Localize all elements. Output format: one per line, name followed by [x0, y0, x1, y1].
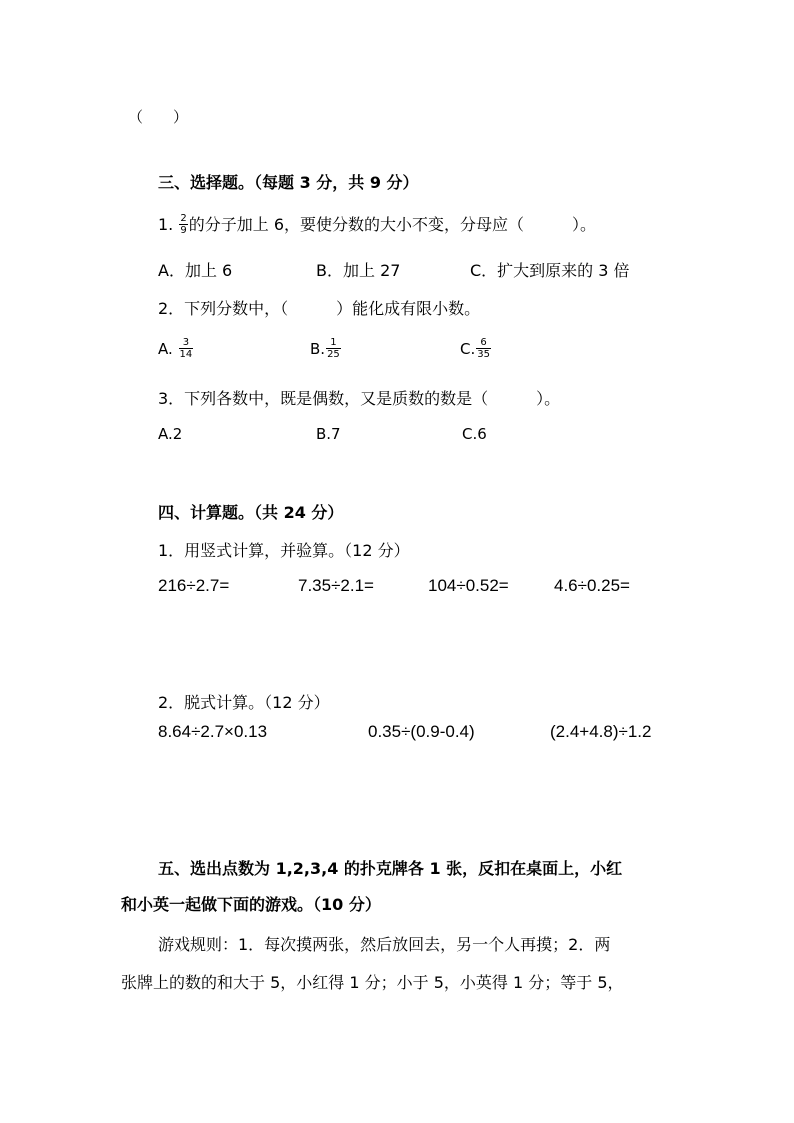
option-c: C．扩大到原来的 3 倍 [470, 261, 630, 280]
question-4-2-title: 2．脱式计算。（12 分） [158, 693, 330, 712]
fraction-denominator: 25 [327, 349, 340, 360]
question-3-1 [158, 212, 596, 237]
fraction-denominator: 9 [180, 225, 187, 236]
fraction-denominator: 14 [179, 349, 193, 360]
option-a: A.2 [158, 425, 183, 443]
calc-item: 4.6÷0.25= [554, 576, 630, 595]
question-text: 的分子加上 6，要使分数的大小不变，分母应（ ）。 [188, 215, 597, 234]
option-label: A. [158, 340, 173, 358]
option-b: B．加上 27 [316, 261, 401, 280]
question-3-2: 2．下列分数中，（ ）能化成有限小数。 [158, 299, 481, 318]
section-5-heading-line-1: 五、选出点数为 1,2,3,4 的扑克牌各 1 张，反扣在桌面上，小红 [158, 859, 623, 878]
section-4-heading: 四、计算题。（共 24 分） [158, 503, 344, 522]
option-a: A．加上 6 [158, 261, 233, 280]
fraction-numerator: 1 [326, 337, 341, 349]
fraction-1-25 [326, 337, 341, 360]
game-rules-line-2: 张牌上的数的和大于 5，小红得 1 分；小于 5，小英得 1 分；等于 5， [121, 973, 624, 992]
section-3-heading: 三、选择题。（每题 3 分，共 9 分） [158, 173, 419, 192]
option-c [460, 338, 492, 361]
calc-item: 8.64÷2.7×0.13 [158, 722, 268, 741]
fraction-denominator: 35 [477, 349, 490, 360]
fraction-numerator: 6 [476, 337, 491, 349]
answer-blank: （ ） [128, 108, 189, 126]
calc-item: (2.4+4.8)÷1.2 [550, 722, 652, 741]
fraction-6-35 [476, 337, 491, 360]
question-3-3: 3．下列各数中，既是偶数，又是质数的数是（ ）。 [158, 389, 561, 408]
option-c: C.6 [462, 425, 487, 443]
game-rules-line-1: 游戏规则：1．每次摸两张，然后放回去，另一个人再摸；2．两 [158, 935, 611, 954]
fraction-numerator: 2 [180, 213, 187, 224]
calc-item: 216÷2.7= [158, 576, 230, 595]
option-b: B.7 [316, 425, 341, 443]
option-a [158, 338, 194, 361]
question-number: 1. [158, 215, 174, 234]
calc-item: 0.35÷(0.9-0.4) [368, 722, 475, 741]
calc-item: 104÷0.52= [428, 576, 509, 595]
option-label: B. [310, 340, 326, 358]
fraction-3-14 [179, 337, 194, 360]
question-4-1-title: 1．用竖式计算，并验算。（12 分） [158, 541, 410, 560]
calc-item: 7.35÷2.1= [298, 576, 374, 595]
fraction-numerator: 3 [179, 337, 194, 349]
section-5-heading-line-2: 和小英一起做下面的游戏。（10 分） [121, 895, 381, 914]
option-label: C. [460, 340, 476, 358]
fraction-2-9 [179, 213, 187, 236]
option-b [310, 338, 342, 361]
